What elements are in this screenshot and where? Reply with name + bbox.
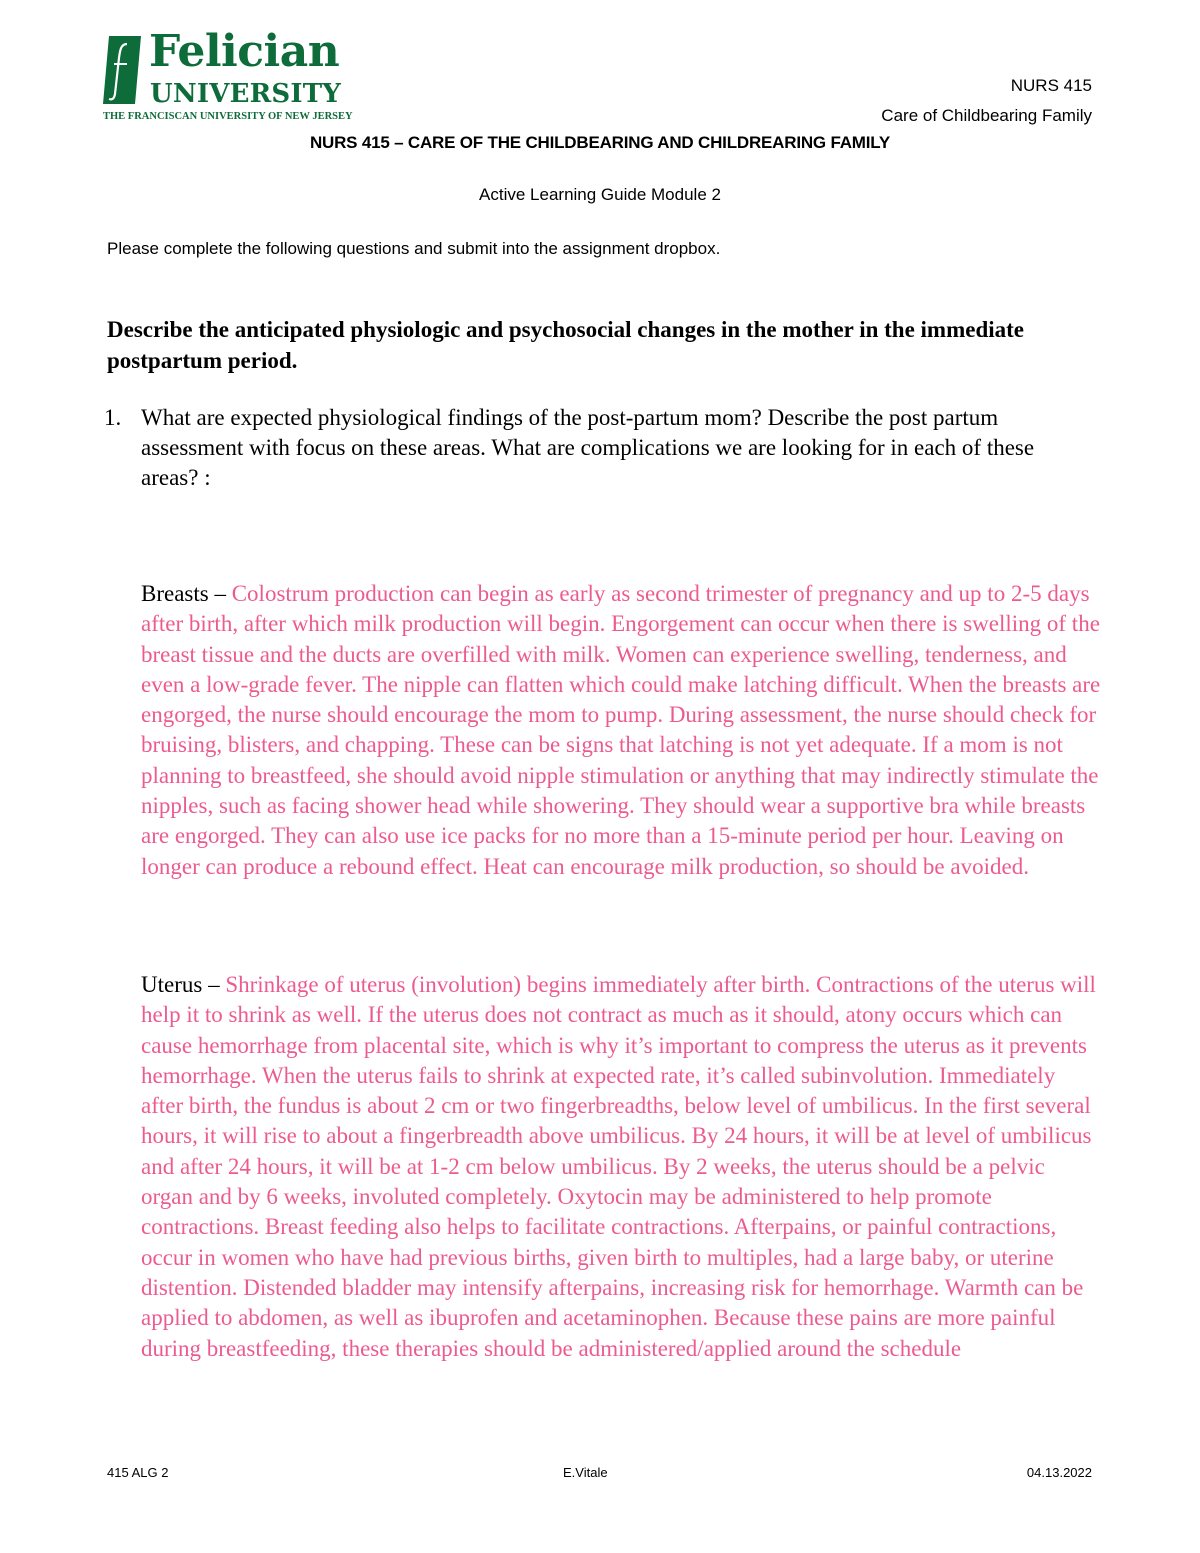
answer-uterus-text: Shrinkage of uterus (involution) begins immediately after birth. Contractions of the uterus will help it to shrink as well. If the uterus does not contract as much as it should, atony occurs which can cause hemorrhage from placental site, which is why it’s important to compress the uterus as it prevents hemorrhage. When the uterus fails to shrink at expected rate, it’s called subinvolution. Immediately after birth, the fundus is about 2 cm or two fingerbreadths, below level of umbilicus. In the first several hours, it will rise to about a fingerbreadth above umbilicus. By 24 hours, it will be at level of umbilicus and after 24 hours, it will be at 1-2 cm below umbilicus. By 2 weeks, the uterus should be a pelvic organ and by 6 weeks, involuted completely. Oxytocin may be administered to help promote contractions. Breast feeding also helps to facilitate contractions. Afterpains, or painful contractions, occur in women who have had previous births, given birth to multiples, had a large baby, or uterine distention. Distended bladder may intensify afterpains, increasing risk for hemorrhage. Warmth can be applied to abdomen, as well as ibuprofen and acetaminophen. Because these pains are more painful during breastfeeding, these therapies should be administered/applied around the schedule <box>141 972 1096 1361</box>
logo-university: UNIVERSITY <box>150 79 342 109</box>
answer-uterus <box>141 970 1101 1364</box>
answer-breasts-label: Breasts – <box>141 581 232 606</box>
logo-tagline: THE FRANCISCAN UNIVERSITY OF NEW JERSEY <box>103 111 353 122</box>
answer-uterus-label: Uterus – <box>141 972 226 997</box>
answer-breasts-text: Colostrum production can begin as early as second trimester of pregnancy and up to 2-5 days after birth, after which milk production will begin. Engorgement can occur when there is swelling of the breast tissue and the ducts are overfilled with milk. Women can experience swelling, tenderness, and even a low-grade fever. The nipple can flatten which could make latching difficult. When the breasts are engorged, the nurse should encourage the mom to pump. During assessment, the nurse should check for bruising, blisters, and chapping. These can be signs that latching is not yet adequate. If a mom is not planning to breastfeed, she should avoid nipple stimulation or anything that may indirectly stimulate the nipples, such as facing shower head while showering. They should wear a supportive bra while breasts are engorged. They can also use ice packs for no more than a 15-minute period per hour. Leaving on longer can produce a rebound effect. Heat can encourage milk production, so should be avoided. <box>141 581 1101 879</box>
logo-name: Felician <box>149 26 340 77</box>
document-title: NURS 415 – CARE OF THE CHILDBEARING AND CHILDREARING FAMILY <box>309 133 891 152</box>
footer-left: 415 ALG 2 <box>107 1465 169 1480</box>
footer-author: E.Vitale <box>563 1465 608 1480</box>
question-number: 1. <box>104 405 122 430</box>
answer-breasts <box>141 579 1101 882</box>
header-course-code: NURS 415 <box>1010 76 1092 95</box>
instructions-text: Please complete the following questions and submit into the assignment dropbox. <box>107 239 721 258</box>
footer-date: 04.13.2022 <box>1026 1465 1092 1480</box>
header-course-name: Care of Childbearing Family <box>881 106 1092 125</box>
document-subtitle: Active Learning Guide Module 2 <box>479 185 721 204</box>
university-logo <box>103 26 355 124</box>
felician-emblem-icon <box>103 36 141 104</box>
question-text: What are expected physiological findings of the post-partum mom? Describe the post partum assessment with focus on these areas. What are complications we are looking for in each of these areas? : <box>141 405 1035 490</box>
section-heading: Describe the anticipated physiologic and psychosocial changes in the mother in the immediate postpartum period. <box>107 317 1025 373</box>
